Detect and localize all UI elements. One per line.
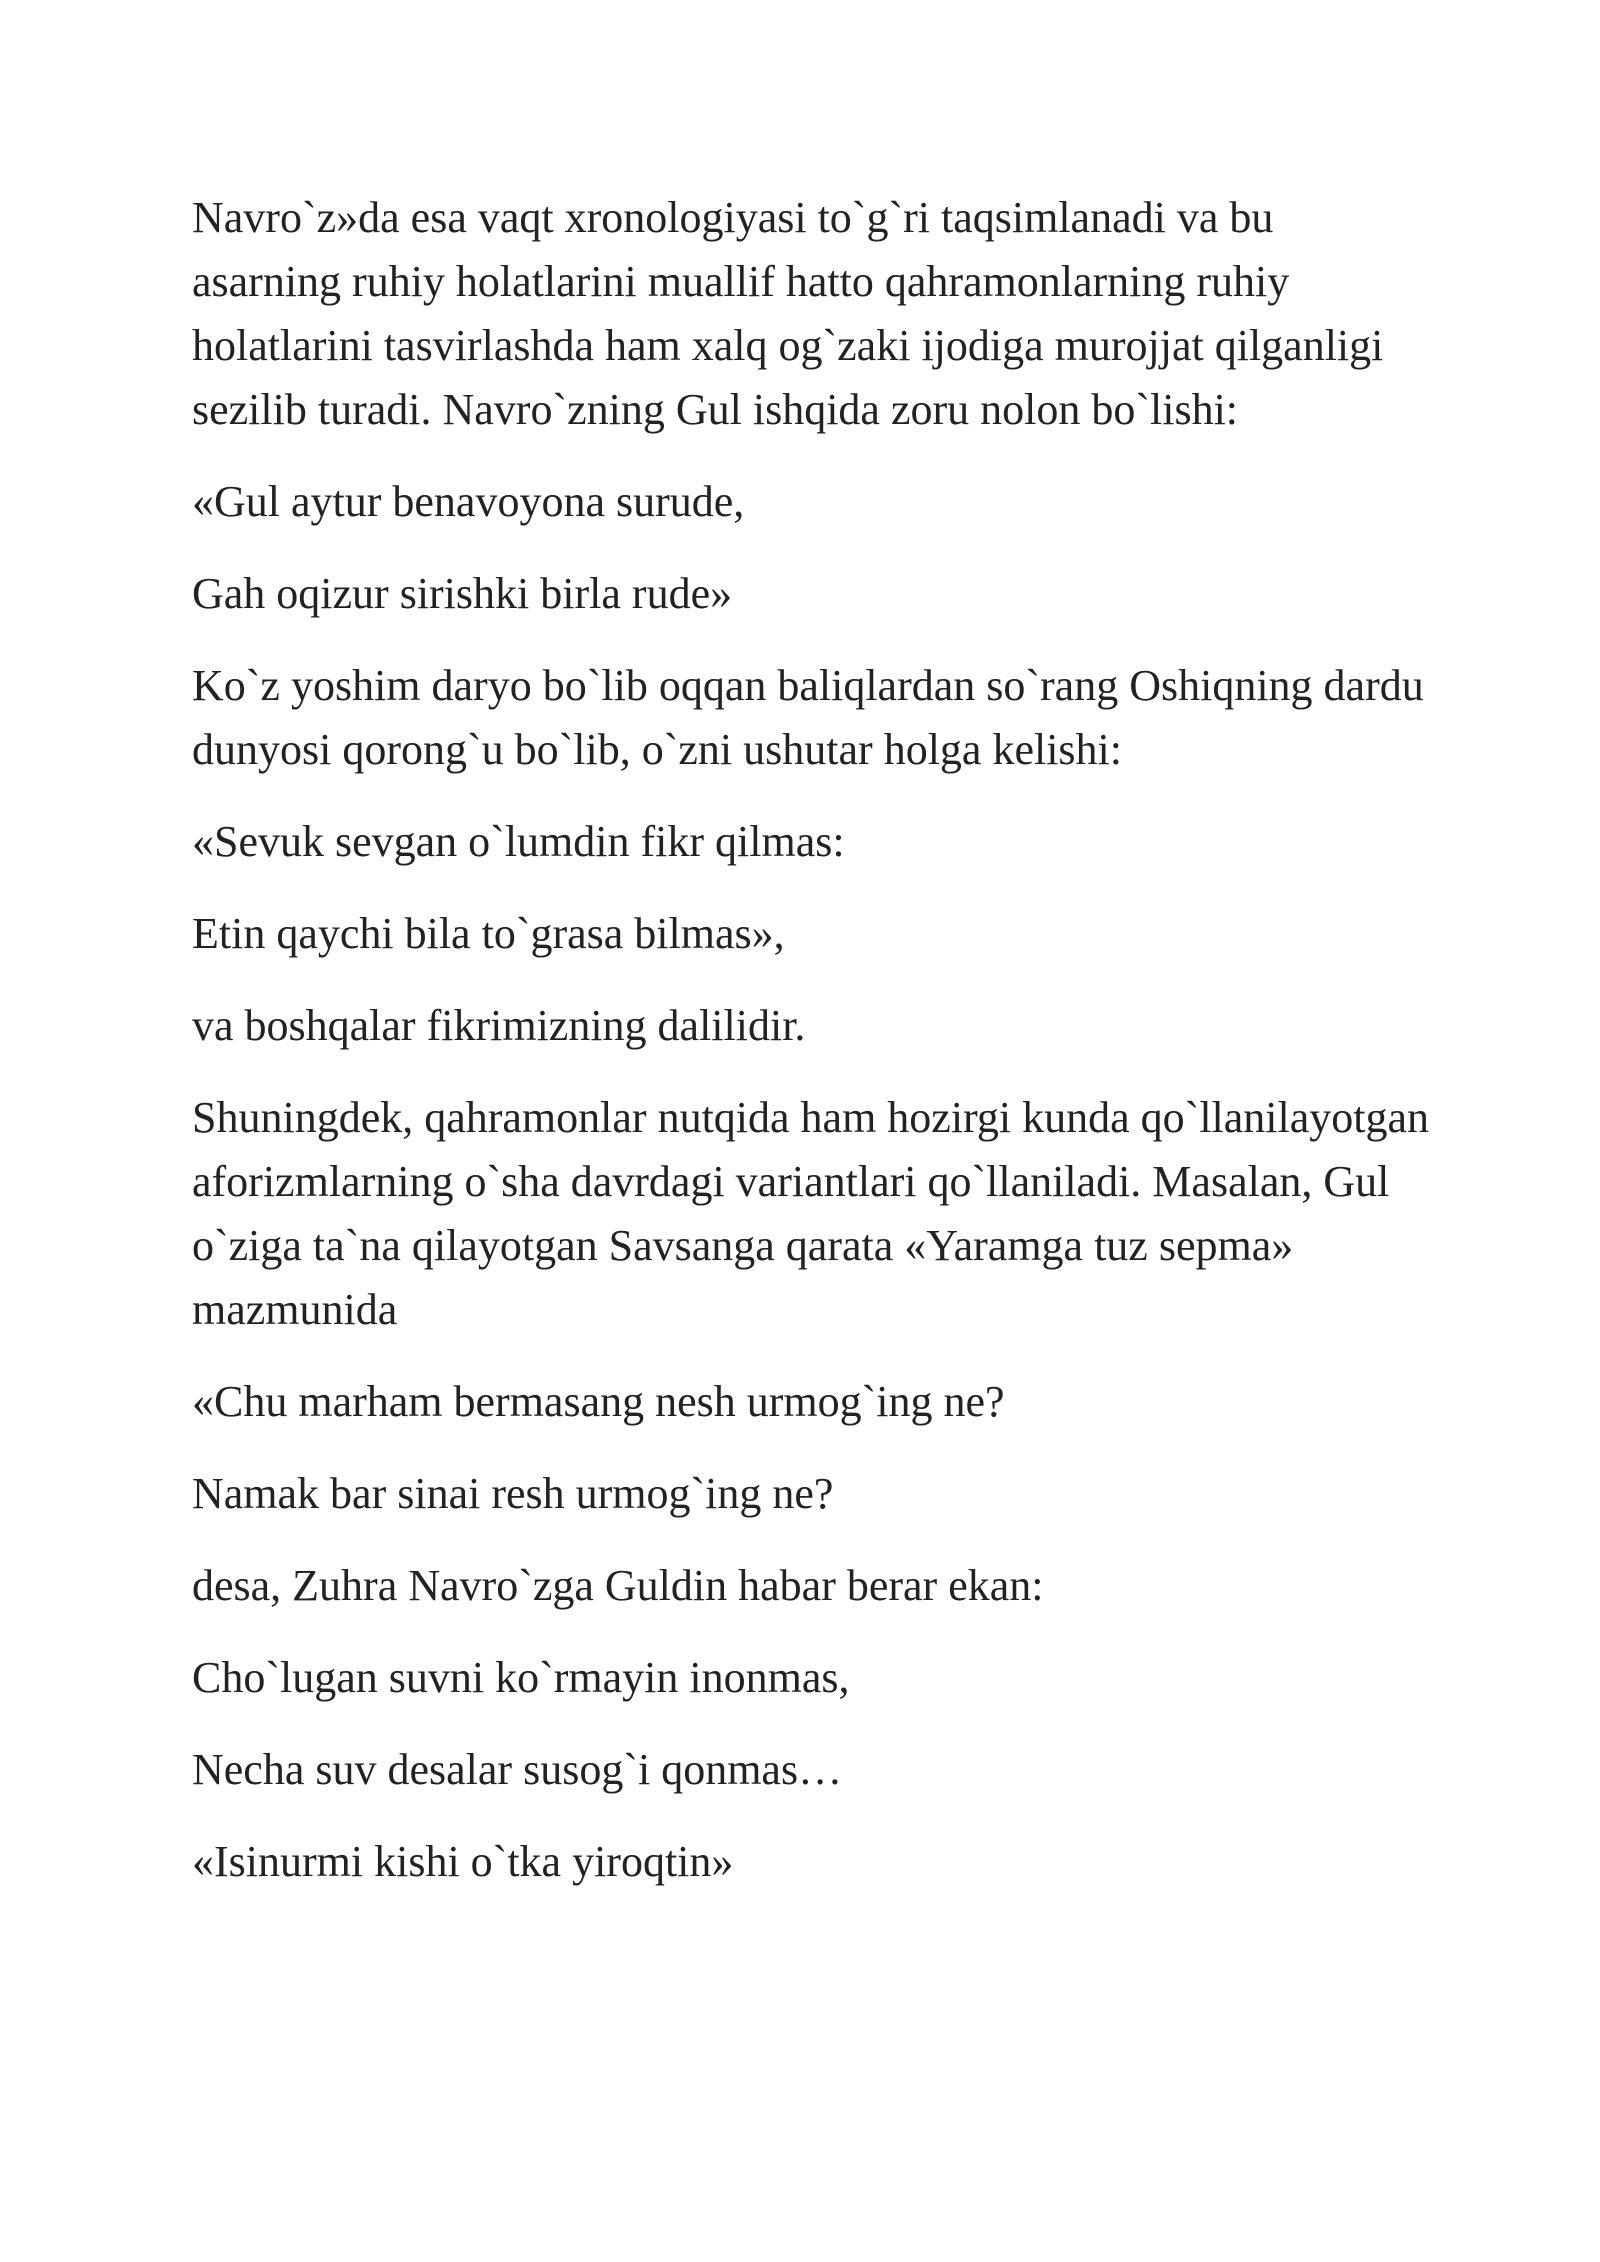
verse-line: «Sevuk sevgan o`lumdin fikr qilmas:	[192, 817, 845, 866]
verse-line: «Isinurmi kishi o`tka yiroqtin»	[192, 1837, 734, 1886]
verse-line: Cho`lugan suvni ko`rmayin inonmas,	[192, 1653, 850, 1702]
paragraph-text: Ko`z yoshim daryo bo`lib oqqan baliqlardan so`rang Oshiqning dardu dunyosi qorong`u bo`lib, o`zni ushutar holga kelishi:	[192, 661, 1424, 774]
verse-line: Namak bar sinai resh urmog`ing ne?	[192, 1469, 834, 1518]
verse-line: Necha suv desalar susog`i qonmas…	[192, 1745, 843, 1794]
verse-line: «Gul aytur benavoyona surude,	[192, 477, 745, 526]
document-body	[192, 186, 1432, 1922]
verse-line: Etin qaychi bila to`grasa bilmas»,	[192, 909, 785, 958]
paragraph-text: va boshqalar fikrimizning dalilidir.	[192, 1001, 806, 1050]
paragraph-text: Shuningdek, qahramonlar nutqida ham hozirgi kunda qo`llanilayotgan aforizmlarning o`sha davrdagi variantlari qo`llaniladi. Masalan, Gul o`ziga ta`na qilayotgan Savsanga qarata «Yaramga tuz sepma» mazmunida	[192, 1093, 1430, 1334]
paragraph-intro: Navro`z»da esa vaqt xronologiyasi to`g`ri taqsimlanadi va bu asarning ruhiy holatlarini muallif hatto qahramonlarning ruhiy holatlarini tasvirlashda ham xalq og`zaki ijodiga murojjat qilganligi sezilib turadi. Navro`zning Gul ishqida zoru nolon bo`lishi:	[192, 193, 1384, 434]
verse-line: «Chu marham bermasang nesh urmog`ing ne?	[192, 1377, 1005, 1426]
paragraph-text: desa, Zuhra Navro`zga Guldin habar berar ekan:	[192, 1561, 1044, 1610]
verse-line: Gah oqizur sirishki birla rude»	[192, 569, 733, 618]
